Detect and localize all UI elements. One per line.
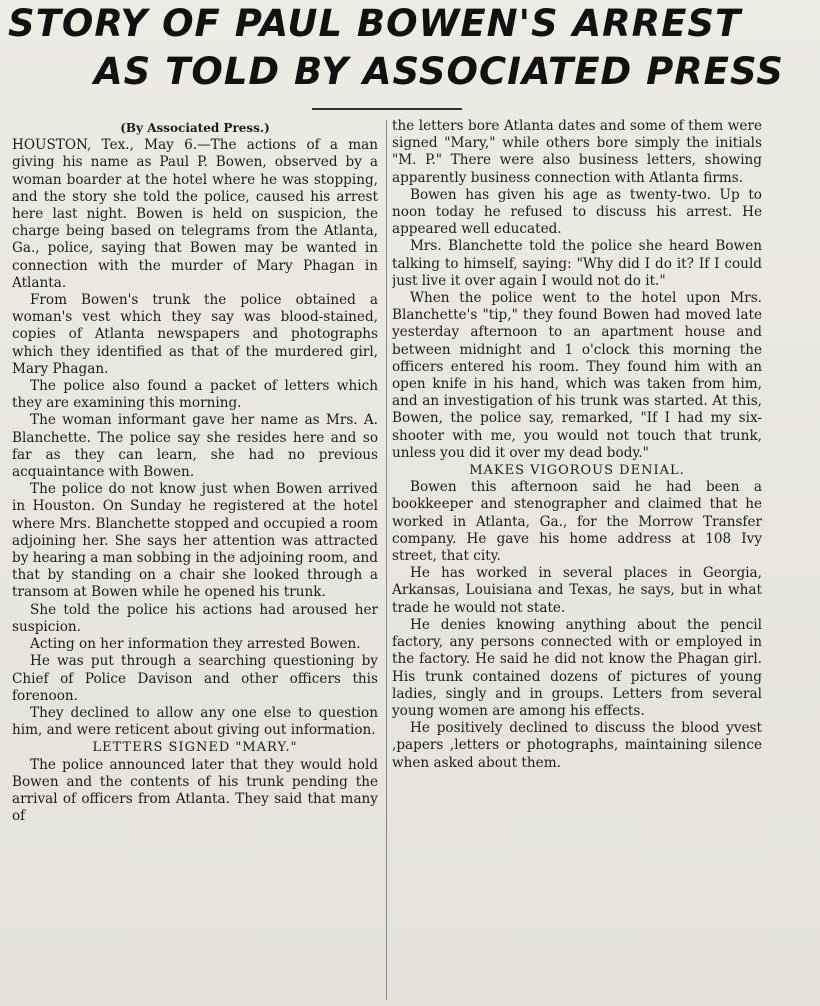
paragraph: They declined to allow any one else to question him, and were reticent about giving out information. [12,704,378,739]
headline-rule [312,108,462,110]
paragraph: Mrs. Blanchette told the police she heard Bowen talking to himself, saying: "Why did I do it? If I could just live it over again I would not do it." [392,238,762,289]
right-column [392,118,762,998]
paragraph: From Bowen's trunk the police obtained a woman's vest which they say was blood-stained, copies of Atlanta newspapers and photographs which they identified as that of the murdered girl, Mary Phagan. [12,292,378,377]
paragraph: She told the police his actions had aroused her suspicion. [12,601,378,635]
paragraph: The woman informant gave her name as Mrs. A. Blanchette. The police say she resides here and so far as they can learn, she had no previous acquaintance with Bowen. [12,412,378,481]
headline [0,0,820,112]
paragraph: Bowen has given his age as twenty-two. Up to noon today he refused to discuss his arrest. He appeared well educated. [392,186,762,238]
paragraph: When the police went to the hotel upon Mrs. Blanchette's "tip," they found Bowen had moved late yesterday afternoon to an apartment house and between midnight and 1 o'clock this morning the officers entered his room. They found him with an open knife in his hand, which was taken from him, and an investigation of his trunk was started. At this, Bowen, the police say, remarked, "If I had my six-shooter with me, you would not touch that trunk, unless you did it over my dead body." [392,290,762,461]
paragraph: Bowen this afternoon said he had been a bookkeeper and stenographer and claimed that he worked in Atlanta, Ga., for the Morrow Transfer company. He gave his home address at 108 Ivy street, that city. [392,479,762,565]
paragraph: The police also found a packet of letters which they are examining this morning. [12,378,378,412]
paragraph: He was put through a searching questioning by Chief of Police Davison and other officers this forenoon. [12,653,378,704]
paragraph: the letters bore Atlanta dates and some of them were signed "Mary," while others bore simply the initials "M. P." There were also business letters, showing apparently business connection with Atlanta firms. [392,118,762,186]
paragraph: He denies knowing anything about the pencil factory, any persons connected with or employed in the factory. He said he did not know the Phagan girl. His trunk contained dozens of pictures of young ladies, singly and in groups. Letters from several young women are among his effects. [392,616,762,719]
paragraph: The police do not know just when Bowen arrived in Houston. On Sunday he registered at the hotel where Mrs. Blanchette stopped and occupied a room adjoining her. She says her attention was attracted by hearing a man sobbing in the adjoining room, and that by standing on a chair she looked through a transom at Bowen while he opened his trunk. [12,481,378,601]
paragraph: The police announced later that they would hold Bowen and the contents of his trunk pending the arrival of officers from Atlanta. They said that many of [12,756,378,825]
left-column [12,120,378,1000]
subheading: LETTERS SIGNED "MARY." [92,740,298,756]
headline-line-2: AS TOLD BY ASSOCIATED PRESS [94,50,784,93]
paragraph: Acting on her information they arrested Bowen. [30,636,361,653]
headline-line-1: STORY OF PAUL BOWEN'S ARREST [8,2,742,45]
paragraph: He has worked in several places in Georgia, Arkansas, Louisiana and Texas, he says, but in what trade he would not state. [392,565,762,616]
byline: (By Associated Press.) [120,121,270,135]
paragraph: HOUSTON, Tex., May 6.—The actions of a man giving his name as Paul P. Bowen, observed by a woman boarder at the hotel where he was stopping, and the story she told the police, caused his arrest here last night. Bowen is held on suspicion, the charge being based on telegrams from the Atlanta, Ga., police, saying that Bowen may be wanted in connection with the murder of Mary Phagan in Atlanta. [12,137,378,291]
column-divider [386,120,387,1000]
subheading: MAKES VIGOROUS DENIAL. [469,463,685,479]
paragraph: He positively declined to discuss the blood yvest ,papers ,letters or photographs, maintaining silence when asked about them. [392,720,762,771]
